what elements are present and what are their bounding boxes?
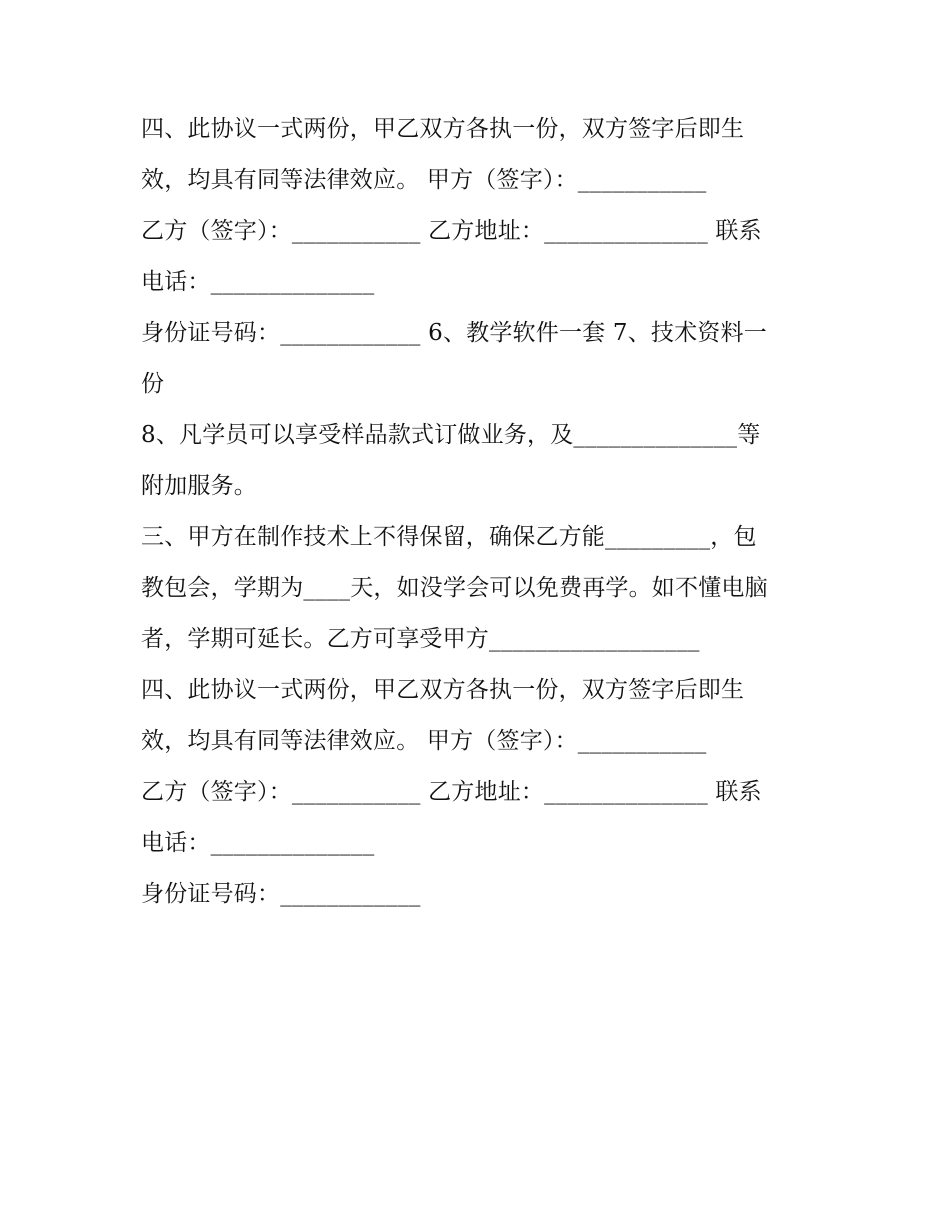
text-line: 三、甲方在制作技术上不得保留，确保乙方能_________，包 [141,524,757,550]
text-line: 份 [141,371,165,397]
text-line: 效，均具有同等法律效应。 甲方（签字）：___________ [141,728,707,754]
text-line: 附加服务。 [141,473,257,499]
text-line: 教包会，学期为____天，如没学会可以免费再学。如不懂电脑 [141,575,768,601]
text-line: 8、凡学员可以享受样品款式订做业务，及______________等 [141,422,761,448]
text-line: 身份证号码：____________ 6、教学软件一套 7、技术资料一 [141,320,767,346]
text-line: 乙方（签字）：___________ 乙方地址：______________ 联系 [141,218,762,244]
text-line: 者，学期可延长。乙方可享受甲方__________________ [141,626,700,652]
text-line: 四、此协议一式两份，甲乙双方各执一份，双方签字后即生 [141,677,745,703]
text-line: 效，均具有同等法律效应。 甲方（签字）：___________ [141,167,707,193]
text-line: 电话：______________ [141,830,375,856]
document-body [141,104,821,920]
text-line: 身份证号码：____________ [141,881,421,907]
text-line: 电话：______________ [141,269,375,295]
text-line: 乙方（签字）：___________ 乙方地址：______________ 联系 [141,779,762,805]
text-line: 四、此协议一式两份，甲乙双方各执一份，双方签字后即生 [141,116,745,142]
